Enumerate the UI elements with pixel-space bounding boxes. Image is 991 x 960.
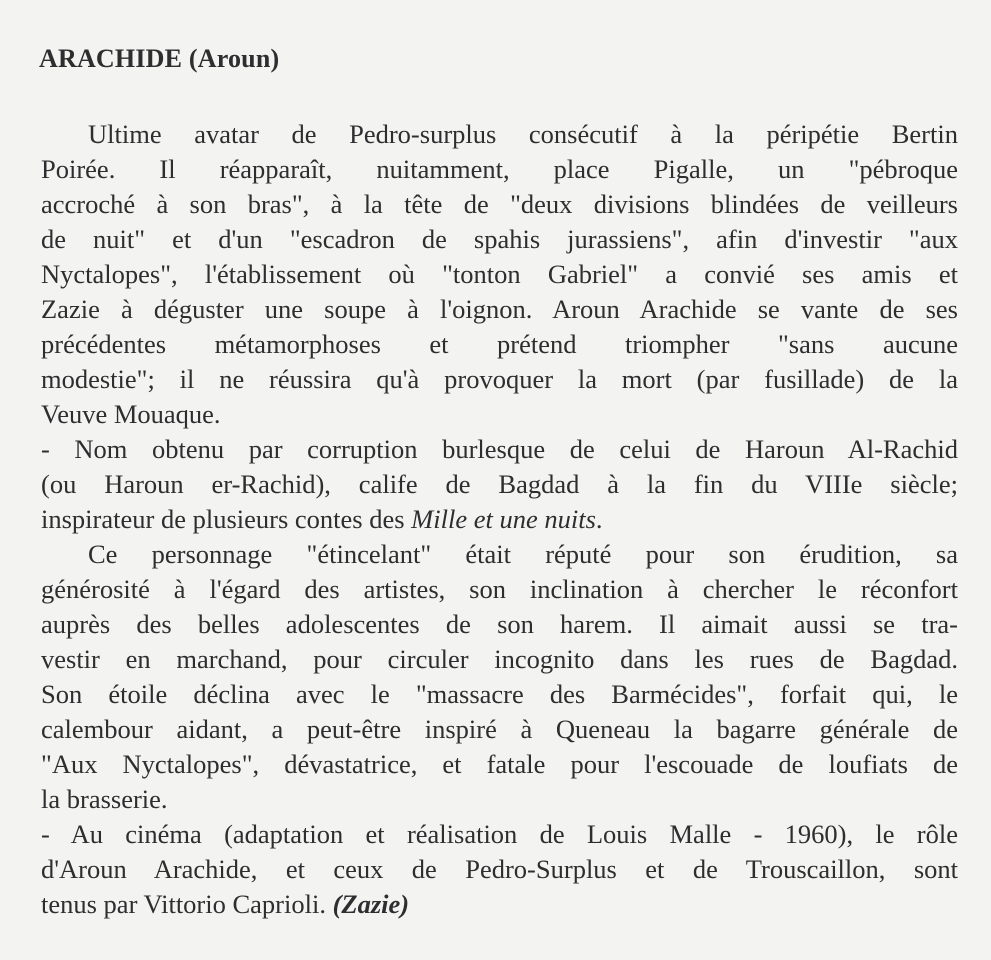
text-line-part: inspirateur de plusieurs contes des (41, 504, 412, 534)
text-line: auprès des belles adolescentes de son harem. Il aimait aussi se tra- (41, 609, 958, 639)
book-title: Mille et une nuits (411, 504, 596, 534)
text-line: Veuve Mouaque. (41, 399, 221, 429)
text-line: - Nom obtenu par corruption burlesque de celui de Haroun Al-Rachid (41, 434, 958, 464)
text-line: "Aux Nyctalopes", dévastatrice, et fatale pour l'escouade de loufiats de (41, 749, 958, 779)
text-line: vestir en marchand, pour circuler incognito dans les rues de Bagdad. (41, 644, 958, 674)
text-line: générosité à l'égard des artistes, son inclination à chercher le réconfort (41, 574, 958, 604)
text-line: modestie"; il ne réussira qu'à provoquer la mort (par fusillade) de la (41, 364, 958, 394)
text-line-part: tenus par Vittorio Caprioli. (41, 889, 333, 919)
text-line: (ou Haroun er-Rachid), calife de Bagdad à la fin du VIIIe siècle; (41, 469, 958, 499)
source-reference: (Zazie) (332, 889, 410, 919)
text-line: la brasserie. (41, 784, 168, 814)
entry-body (41, 117, 958, 922)
text-line-end: . (595, 504, 603, 534)
text-line: précédentes métamorphoses et prétend triompher "sans aucune (41, 329, 958, 359)
text-line: Ce personnage "étincelant" était réputé pour son érudition, sa (88, 539, 958, 569)
text-line: Son étoile déclina avec le "massacre des Barmécides", forfait qui, le (41, 679, 958, 709)
text-line: accroché à son bras", à la tête de "deux divisions blindées de veilleurs (41, 189, 958, 219)
text-line: Zazie à déguster une soupe à l'oignon. Aroun Arachide se vante de ses (41, 294, 958, 324)
text-line: Poirée. Il réapparaît, nuitamment, place Pigalle, un "pébroque (41, 154, 958, 184)
text-line: Ultime avatar de Pedro-surplus consécutif à la péripétie Bertin (88, 119, 958, 149)
text-line: calembour aidant, a peut-être inspiré à Queneau la bagarre générale de (41, 714, 958, 744)
text-line (41, 887, 958, 922)
text-line: - Au cinéma (adaptation et réalisation de Louis Malle - 1960), le rôle (41, 819, 958, 849)
text-line (41, 502, 958, 537)
entry-heading: ARACHIDE (Aroun) (39, 44, 280, 73)
text-line: de nuit" et d'un "escadron de spahis jurassiens", afin d'investir "aux (41, 224, 958, 254)
text-line: d'Aroun Arachide, et ceux de Pedro-Surplus et de Trouscaillon, sont (41, 854, 958, 884)
text-line: Nyctalopes", l'établissement où "tonton Gabriel" a convié ses amis et (41, 259, 958, 289)
